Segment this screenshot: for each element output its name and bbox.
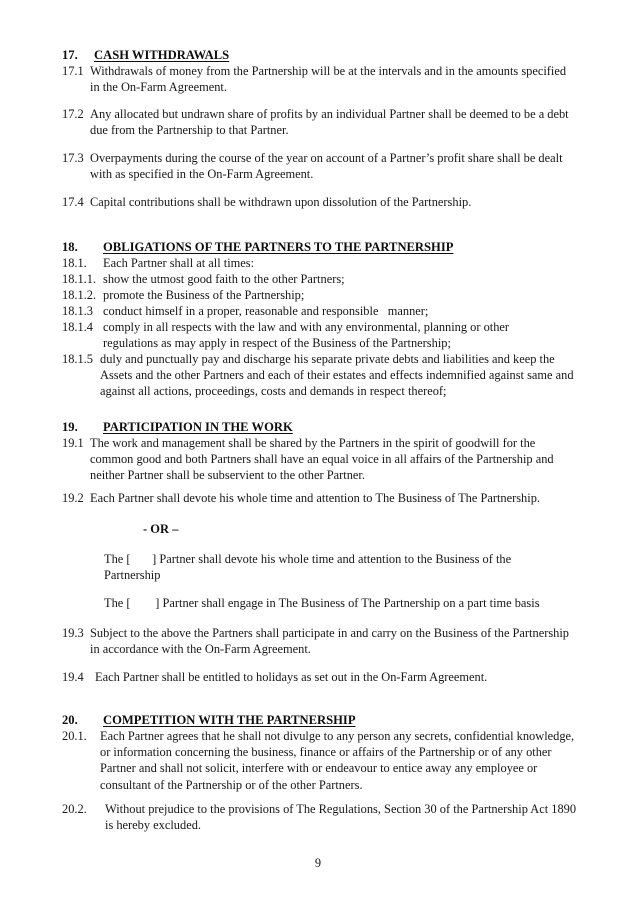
- clause-number: 18.1.5: [62, 352, 93, 366]
- clause-number: 19.4: [62, 670, 84, 684]
- clause-18-1-4: [62, 319, 564, 351]
- alternative-option-two: The [ ] Partner shall engage in The Business of The Partnership on a part time basis: [104, 596, 540, 610]
- clause-text: show the utmost good faith to the other Partners;: [103, 272, 345, 286]
- clause-17-4: [62, 194, 578, 210]
- clause-number: 17.3: [62, 151, 84, 165]
- clause-number: 18.1.2.: [62, 288, 97, 302]
- section-17-heading-number: 17.: [62, 48, 78, 62]
- clause-text: Overpayments during the course of the year on account of a Partner’s profit share shall be dealt with as specified in the On-Farm Agreement.: [90, 151, 563, 182]
- clause-18-1-2: [62, 287, 576, 303]
- alternative-or-label: - OR –: [143, 522, 179, 536]
- clause-number: 20.2.: [62, 802, 87, 816]
- clause-17-1: [62, 63, 576, 95]
- clause-text: Each Partner shall be entitled to holidays as set out in the On-Farm Agreement.: [95, 670, 488, 684]
- clause-17-2: [62, 106, 578, 138]
- clause-number: 18.1.1.: [62, 272, 97, 286]
- clause-20-1: [62, 728, 578, 793]
- clause-text: comply in all respects with the law and with any environmental, planning or other regulations as may apply in respect of the Business of the Partnership;: [103, 320, 510, 351]
- section-20-heading-number: 20.: [62, 713, 78, 727]
- clause-text: Subject to the above the Partners shall participate in and carry on the Business of the Partnership in accordance with the On-Farm Agreement.: [90, 626, 569, 657]
- clause-number: 18.1.: [62, 256, 87, 270]
- clause-19-2: [62, 490, 578, 506]
- alternative-option-one: The [ ] Partner shall devote his whole time and attention to the Business of the Partnership: [104, 552, 515, 583]
- section-18-heading-number: 18.: [62, 240, 78, 254]
- clause-text: The work and management shall be shared by the Partners in the spirit of goodwill for the common good and both Partners shall have an equal voice in all affairs of the Partnership and neither Partner shall be subservient to the other Partner.: [90, 436, 554, 483]
- clause-number: 19.2: [62, 491, 84, 505]
- clause-18-1-5: [62, 351, 578, 400]
- clause-text: Each Partner agrees that he shall not divulge to any person any secrets, confidential knowledge, or information concerning the business, finance or affairs of the Partnership or of any other Partner and shall not solicit, interfere with or endeavour to entice away any employee or consultant of the Partnership or of the other Partners.: [100, 729, 575, 792]
- clause-text: promote the Business of the Partnership;: [103, 288, 305, 302]
- clause-number: 17.2: [62, 107, 84, 121]
- clause-19-1: [62, 435, 576, 484]
- clause-text: Without prejudice to the provisions of The Regulations, Section 30 of the Partnership Act 1890 is hereby excluded.: [105, 802, 577, 833]
- section-17-heading-title: CASH WITHDRAWALS: [94, 48, 230, 62]
- section-19-heading-number: 19.: [62, 420, 78, 434]
- clause-20-2: [62, 801, 578, 833]
- clause-number: 19.3: [62, 626, 84, 640]
- page-number: 9: [314, 856, 322, 870]
- clause-18-1-3: [62, 303, 576, 319]
- clause-text: Each Partner shall at all times:: [103, 256, 255, 270]
- section-20-heading: [62, 712, 578, 728]
- clause-number: 18.1.3: [62, 304, 93, 318]
- clause-text: Capital contributions shall be withdrawn upon dissolution of the Partnership.: [90, 195, 472, 209]
- clause-number: 20.1.: [62, 729, 87, 743]
- clause-17-3: [62, 150, 574, 182]
- section-20-heading-title: COMPETITION WITH THE PARTNERSHIP: [103, 713, 356, 727]
- section-18-heading: [62, 239, 578, 255]
- section-19-heading-title: PARTICIPATION IN THE WORK: [103, 420, 293, 434]
- clause-text: Any allocated but undrawn share of profits by an individual Partner shall be deemed to be a debt due from the Partnership to that Partner.: [90, 107, 569, 138]
- section-18-heading-title: OBLIGATIONS OF THE PARTNERS TO THE PARTNERSHIP: [103, 240, 454, 254]
- section-19-heading: [62, 419, 578, 435]
- clause-text: Each Partner shall devote his whole time and attention to The Business of The Partnership.: [90, 491, 540, 505]
- section-17-heading: [62, 47, 578, 63]
- clause-number: 18.1.4: [62, 320, 93, 334]
- clause-number: 17.1: [62, 64, 84, 78]
- clause-19-4: [62, 669, 578, 685]
- clause-19-3: [62, 625, 576, 657]
- clause-number: 17.4: [62, 195, 84, 209]
- clause-text: duly and punctually pay and discharge his separate private debts and liabilities and keep the Assets and the other Partners and each of their estates and effects indemnified against same and against all actions, proceedings, costs and demands in respect thereof;: [100, 352, 574, 399]
- clause-text: Withdrawals of money from the Partnership will be at the intervals and in the amounts specified in the On-Farm Agreement.: [90, 64, 567, 95]
- clause-18-1-1: [62, 271, 576, 287]
- clause-number: 19.1: [62, 436, 84, 450]
- clause-18-1: [62, 255, 576, 271]
- clause-text: conduct himself in a proper, reasonable and responsible manner;: [103, 304, 429, 318]
